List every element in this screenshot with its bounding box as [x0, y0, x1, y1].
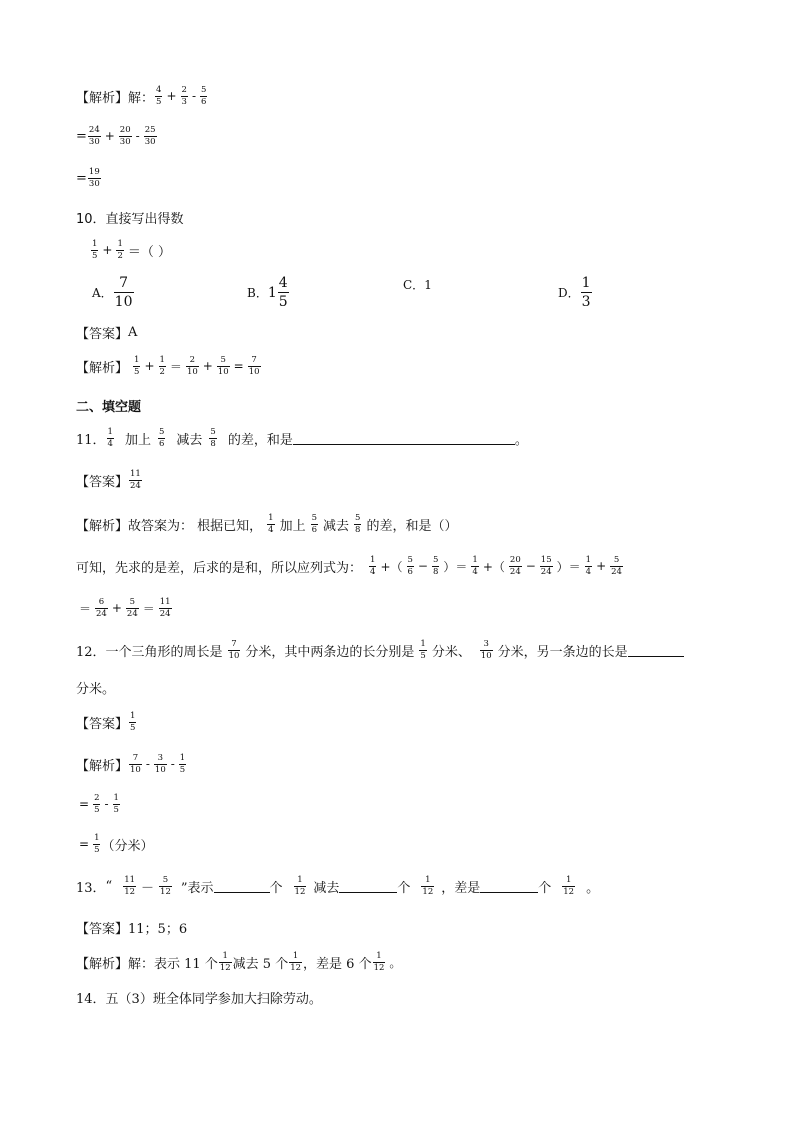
denominator: 24 — [611, 566, 622, 577]
fraction — [369, 556, 376, 576]
text: 的差，和是 — [227, 432, 293, 448]
q11-analysis-line2 — [76, 556, 624, 576]
text: 个 — [269, 880, 283, 896]
numerator: 25 — [144, 125, 156, 135]
numerator: 1 — [297, 875, 303, 885]
denominator: 5 — [94, 804, 100, 815]
option-d[interactable] — [558, 276, 593, 309]
denominator: 5 — [156, 96, 162, 107]
text: 减去 — [323, 518, 350, 534]
denominator: 30 — [88, 136, 100, 147]
denominator: 12 — [219, 962, 231, 973]
q13-answer — [76, 918, 187, 937]
denominator: 30 — [144, 136, 156, 147]
text: 分米。 — [76, 682, 116, 697]
fraction — [217, 356, 230, 376]
operator: - — [145, 757, 150, 771]
text: 加上 — [124, 432, 151, 448]
section-heading — [76, 396, 141, 415]
operator: ）＝ — [556, 559, 581, 574]
option-label: C． — [403, 278, 425, 292]
text: 减去 — [313, 880, 340, 896]
q11-question — [76, 428, 528, 448]
text: 。 — [514, 432, 528, 448]
text: 一个三角形的周长是 — [105, 644, 223, 660]
expression — [76, 834, 154, 854]
numerator: 1 — [222, 951, 228, 961]
denominator: 12 — [124, 886, 136, 897]
operator: ＝ — [142, 601, 155, 616]
q9-analysis-line2 — [76, 126, 158, 146]
fraction — [418, 640, 427, 660]
answer-blank[interactable] — [480, 880, 538, 893]
denominator: 5 — [94, 844, 100, 855]
denominator: 10 — [186, 366, 198, 377]
fraction — [91, 240, 98, 260]
fraction — [154, 754, 167, 774]
operator: ＝ — [79, 601, 92, 616]
fraction — [420, 876, 435, 896]
operator: = — [233, 359, 244, 373]
text: 分米，另一条边的长是 — [497, 644, 628, 660]
numerator: 1 — [420, 639, 426, 649]
text: 减去 5 个 — [232, 956, 289, 972]
fraction — [113, 794, 120, 814]
denominator: 4 — [585, 566, 592, 577]
q11-analysis — [76, 514, 457, 534]
fraction — [159, 876, 172, 896]
q14-title — [76, 988, 322, 1007]
numerator: 1 — [472, 555, 478, 565]
equals-sign: = — [76, 170, 87, 186]
numerator: 1 — [179, 753, 186, 763]
option-a-fraction: $\frac{7}{10}$ — [114, 275, 133, 310]
expression — [368, 556, 624, 576]
option-b[interactable] — [247, 276, 290, 309]
numerator: 15 — [540, 555, 552, 565]
fraction — [610, 556, 623, 576]
denominator: 8 — [355, 524, 361, 535]
fraction — [227, 640, 242, 660]
numerator: 1 — [113, 793, 119, 803]
fraction — [561, 876, 576, 896]
numerator: 5 — [210, 427, 216, 437]
numerator: 2 — [94, 793, 100, 803]
fraction — [293, 876, 308, 896]
text: 解：表示 11 个 — [128, 956, 218, 972]
expression — [154, 86, 208, 106]
operator: - — [191, 89, 196, 103]
denominator: 24 — [126, 608, 138, 619]
denominator: 12 — [294, 886, 306, 897]
operator: + — [202, 359, 213, 373]
fraction — [159, 598, 172, 618]
fraction — [228, 640, 241, 660]
numerator: 2 — [189, 355, 196, 365]
text: 个 — [538, 880, 552, 896]
fraction — [480, 640, 493, 660]
answer-fraction — [128, 470, 143, 490]
fraction — [471, 556, 478, 576]
denominator: 12 — [160, 886, 171, 897]
answer-value: A — [128, 325, 138, 340]
question-number: 12． — [76, 644, 106, 660]
analysis-tag: 【解析】 — [76, 518, 129, 534]
numerator: 5 — [407, 555, 413, 565]
operator: + — [166, 89, 177, 103]
analysis-prefix: 解： — [128, 90, 155, 106]
fraction — [419, 640, 426, 660]
q12-answer — [76, 712, 137, 732]
denominator: 6 — [158, 438, 165, 449]
question-number: 11． — [76, 432, 106, 448]
q10-answer — [76, 323, 137, 342]
fraction — [119, 126, 132, 146]
denominator: 10 — [228, 650, 240, 661]
denominator: 12 — [290, 962, 302, 973]
fraction — [421, 876, 434, 896]
text: （分米） — [101, 838, 154, 854]
expression — [128, 952, 404, 972]
fraction — [353, 514, 362, 534]
mixed-whole: 1 — [267, 284, 277, 301]
denominator: 24 — [509, 566, 521, 577]
numerator: 2 — [181, 85, 187, 95]
numerator: 1 — [370, 555, 376, 565]
fraction — [158, 876, 173, 896]
numerator: 5 — [158, 427, 165, 437]
fraction — [155, 86, 162, 106]
option-c[interactable] — [403, 276, 432, 293]
fraction — [585, 556, 592, 576]
section-title: 二、填空题 — [76, 400, 142, 415]
expression — [128, 754, 187, 774]
numerator: 1 — [117, 239, 123, 249]
denominator: 12 — [373, 962, 385, 973]
fraction — [562, 876, 575, 896]
fraction — [373, 952, 386, 972]
option-d-fraction: $\frac{1}{3}$ — [581, 275, 591, 310]
expression — [132, 356, 262, 376]
text: 减去 — [176, 432, 203, 448]
denominator: 10 — [480, 650, 492, 661]
answer-blank[interactable] — [628, 644, 684, 657]
fraction — [219, 952, 232, 972]
denominator: 5 — [130, 722, 136, 733]
numerator: 7 — [132, 753, 139, 763]
fraction — [181, 86, 188, 106]
fraction — [310, 514, 319, 534]
text: 分米、 — [431, 644, 471, 660]
operator: - — [104, 797, 109, 811]
option-c-value: 1 — [424, 277, 432, 292]
denominator: 5 — [113, 804, 119, 815]
denominator: 8 — [432, 566, 439, 577]
text: 个 — [397, 880, 411, 896]
numerator: 6 — [98, 597, 105, 607]
q9-analysis-line3 — [76, 168, 102, 188]
fraction — [354, 514, 361, 534]
result-fraction — [87, 168, 102, 188]
fraction — [266, 514, 275, 534]
operator: + — [104, 129, 115, 143]
fraction — [540, 556, 553, 576]
denominator: 3 — [181, 96, 187, 107]
numerator: 5 — [311, 513, 318, 523]
numerator: 5 — [162, 875, 169, 885]
denominator: 4 — [268, 524, 274, 535]
numerator: 3 — [483, 639, 489, 649]
numerator: 11 — [124, 875, 136, 885]
fraction — [248, 356, 261, 376]
fraction — [115, 240, 124, 260]
numerator: 5 — [355, 513, 361, 523]
operator: + — [111, 601, 122, 615]
q9-analysis-line1 — [76, 86, 208, 106]
operator: = — [79, 837, 90, 851]
fraction — [311, 514, 318, 534]
text: ，差是 — [441, 880, 481, 896]
denominator: 2 — [159, 366, 165, 377]
denominator: 10 — [154, 764, 166, 775]
answer-tag: 【答案】 — [76, 716, 129, 732]
operator: − — [417, 559, 428, 573]
text: 的差，和是（） — [366, 518, 458, 534]
numerator: 4 — [156, 85, 162, 95]
operator: - — [135, 129, 140, 143]
option-b-fraction: $\frac{4}{5}$ — [278, 275, 288, 310]
denominator: 10 — [217, 366, 229, 377]
denominator: 24 — [540, 566, 552, 577]
denominator: 30 — [119, 136, 131, 147]
fraction — [129, 754, 142, 774]
fraction — [144, 126, 157, 146]
fraction — [479, 640, 494, 660]
fraction — [107, 428, 114, 448]
fraction — [88, 126, 101, 146]
fraction — [159, 356, 166, 376]
q12-analysis-line3 — [76, 834, 154, 854]
text: ”表示 — [180, 880, 214, 896]
numerator: 1 — [292, 951, 299, 961]
numerator: 1 — [425, 875, 431, 885]
analysis-tag: 【解析】 — [76, 956, 129, 972]
numerator: 11 — [130, 469, 141, 479]
denominator: 24 — [96, 608, 107, 619]
fraction — [186, 356, 199, 376]
denominator: 10 — [248, 366, 260, 377]
operator: - — [170, 757, 175, 771]
denominator: 6 — [407, 566, 413, 577]
numerator: 5 — [201, 85, 207, 95]
fraction — [158, 428, 165, 448]
numerator: 20 — [119, 125, 131, 135]
operator: + — [144, 359, 155, 373]
denominator: 2 — [117, 250, 123, 261]
denominator: 5 — [179, 764, 186, 775]
denominator: 6 — [311, 524, 318, 535]
operator: ）＝ — [443, 559, 468, 574]
operator: +（ — [482, 559, 505, 574]
operator: + — [596, 559, 607, 573]
option-a[interactable] — [92, 276, 135, 309]
numerator: 5 — [220, 355, 226, 365]
fraction — [123, 876, 136, 896]
fraction — [133, 356, 140, 376]
text: 。 — [586, 880, 600, 896]
numerator: 7 — [251, 355, 257, 365]
question-title: 10．直接写出得数 — [76, 212, 184, 227]
q12-analysis — [76, 754, 187, 774]
text: ，差是 6 个 — [303, 956, 372, 972]
numerator: 1 — [268, 513, 274, 523]
fraction — [88, 168, 101, 188]
denominator: 12 — [563, 886, 575, 897]
expression — [76, 598, 173, 618]
fraction — [294, 876, 307, 896]
option-label: D． — [558, 286, 580, 300]
option-label: A． — [92, 286, 113, 300]
numerator: 1 — [130, 711, 136, 721]
operator: 。 — [389, 955, 402, 970]
numerator: 20 — [509, 555, 521, 565]
fraction — [122, 876, 137, 896]
denominator: 5 — [420, 650, 426, 661]
answer-tag: 【答案】 — [76, 474, 129, 490]
denominator: 4 — [370, 566, 376, 577]
numerator: 7 — [231, 639, 237, 649]
numerator: 11 — [159, 597, 171, 607]
numerator: 1 — [107, 427, 113, 437]
q11-analysis-line3 — [76, 598, 173, 618]
expression — [76, 794, 121, 814]
numerator: 1 — [159, 355, 165, 365]
denominator: 5 — [134, 366, 140, 377]
analysis-tag: 【解析】 — [76, 360, 129, 376]
numerator: 1 — [92, 239, 98, 249]
numerator: 1 — [134, 355, 140, 365]
operator: = — [79, 797, 90, 811]
denominator: 30 — [88, 178, 100, 189]
fraction — [200, 86, 207, 106]
numerator: 24 — [88, 125, 100, 135]
numerator: 1 — [376, 951, 382, 961]
text: － — [141, 880, 155, 896]
numerator: 1 — [565, 875, 572, 885]
analysis-tag: 【解析】 — [76, 90, 129, 106]
text: “ — [105, 878, 113, 894]
question-title: 14．五（3）班全体同学参加大扫除劳动。 — [76, 992, 322, 1007]
numerator: 19 — [88, 167, 100, 177]
denominator: 4 — [107, 438, 113, 449]
fraction — [129, 712, 136, 732]
q12-question — [76, 640, 684, 660]
answer-tag: 【答案】 — [76, 922, 129, 937]
text: 加上 — [279, 518, 306, 534]
fraction — [209, 428, 216, 448]
operator: − — [525, 559, 536, 573]
fraction — [267, 514, 274, 534]
fraction — [95, 598, 108, 618]
numerator: 1 — [585, 555, 592, 565]
text: 分米，其中两条边的长分别是 — [245, 644, 415, 660]
operator: ＝ — [169, 359, 182, 374]
q10-options — [92, 276, 692, 316]
fraction — [126, 598, 139, 618]
fraction — [208, 428, 217, 448]
denominator: 10 — [130, 764, 141, 775]
q12-analysis-line2 — [76, 794, 121, 814]
numerator: 1 — [94, 833, 100, 843]
denominator: 24 — [130, 480, 141, 491]
fraction — [93, 834, 100, 854]
q13-analysis — [76, 952, 404, 972]
numerator: 5 — [129, 597, 136, 607]
q10-analysis — [76, 356, 262, 376]
denominator: 5 — [92, 250, 98, 261]
fraction — [116, 240, 123, 260]
denominator: 8 — [210, 438, 216, 449]
q11-answer — [76, 470, 143, 490]
denominator: 12 — [422, 886, 434, 897]
fraction — [90, 240, 99, 260]
option-label: B． — [247, 286, 268, 300]
q10-expression: $\frac{1}{5}$ + $\frac{1}{2}$ ＝（ ） — [92, 239, 172, 261]
fraction — [289, 952, 302, 972]
fraction — [407, 556, 414, 576]
q13-question — [76, 876, 599, 896]
numerator: 3 — [157, 753, 164, 763]
q12-question-cont — [76, 678, 115, 697]
answer-blank[interactable] — [339, 880, 397, 893]
answer-tag: 【答案】 — [76, 327, 129, 342]
analysis-tag: 【解析】 — [76, 758, 129, 774]
q10-title — [76, 208, 184, 227]
denominator: 24 — [159, 608, 171, 619]
denominator: 4 — [472, 566, 478, 577]
answer-fraction — [128, 712, 137, 732]
text: 故答案为： 根据已知， — [128, 518, 263, 534]
answer-blank[interactable] — [293, 432, 515, 445]
question-number: 13． — [76, 880, 106, 896]
blank-paren: ＝（ ） — [127, 244, 172, 260]
equals-sign: = — [76, 128, 87, 144]
denominator: 6 — [201, 96, 207, 107]
fraction — [432, 556, 439, 576]
fraction — [509, 556, 522, 576]
answer-blank[interactable] — [214, 880, 270, 893]
text: 可知，先求的是差，后求的是和，所以应列式为： — [76, 560, 363, 576]
numerator: 5 — [613, 555, 620, 565]
fraction — [179, 754, 186, 774]
fraction — [106, 428, 115, 448]
fraction — [93, 794, 100, 814]
numerator: 5 — [432, 555, 439, 565]
operator: +（ — [380, 559, 403, 574]
expression — [76, 126, 158, 146]
fraction — [157, 428, 166, 448]
answer-value: 11；5；6 — [128, 922, 188, 937]
fraction — [129, 470, 142, 490]
